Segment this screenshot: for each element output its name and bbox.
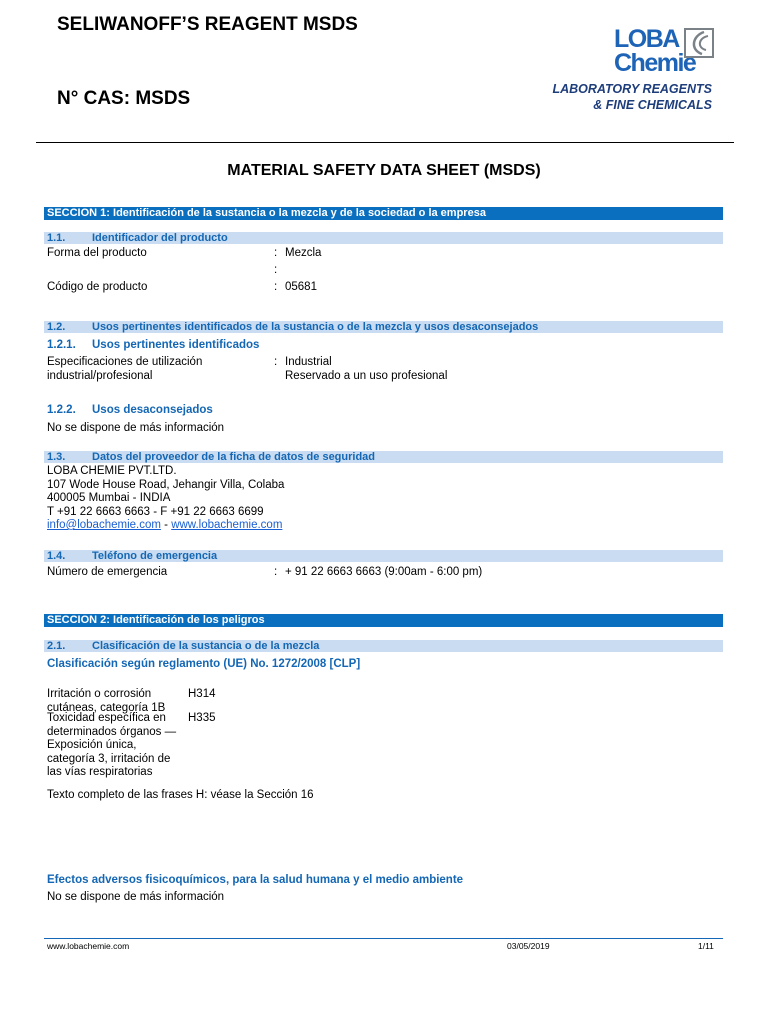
subsection-number: 1.4. xyxy=(47,550,66,562)
subsection-1-3-header xyxy=(44,451,723,463)
hazard-text-line: las vías respiratorias xyxy=(47,766,153,778)
subsection-1-2-2-header xyxy=(47,404,213,416)
colon-separator: : xyxy=(274,281,278,293)
usage-value-line: Reservado a un uso profesional xyxy=(285,369,448,382)
tagline-line-1: LABORATORY REAGENTS xyxy=(552,82,712,96)
subsection-number: 1.2.2. xyxy=(47,404,76,416)
subsection-number: 1.1. xyxy=(47,232,66,244)
usage-label xyxy=(47,356,202,383)
hazard-text-line: Irritación o corrosión xyxy=(47,688,152,700)
section-2-header: SECCION 2: Identificación de los peligros xyxy=(44,614,723,627)
subsection-number: 1.2.1. xyxy=(47,339,76,351)
colon-separator: : xyxy=(274,247,278,259)
link-separator: - xyxy=(160,519,172,531)
adverse-effects-heading: Efectos adversos fisicoquímicos, para la salud humana y el medio ambiente xyxy=(47,874,464,886)
no-info-text: No se dispone de más información xyxy=(47,891,225,903)
tagline-line-2: & FINE CHEMICALS xyxy=(593,98,712,112)
sheet-title: MATERIAL SAFETY DATA SHEET (MSDS) xyxy=(227,162,541,179)
supplier-address-line: 400005 Mumbai - INDIA xyxy=(47,492,171,504)
supplier-contact-links xyxy=(47,519,284,533)
supplier-details xyxy=(47,465,284,533)
hazard-text-line: Exposición única, xyxy=(47,739,137,751)
usage-value xyxy=(285,356,447,383)
footer-page-number: 1/11 xyxy=(698,941,714,951)
hazard-text-line: cutáneas, categoría 1B xyxy=(47,701,166,714)
no-info-text: No se dispone de más información xyxy=(47,422,225,434)
subsection-title: Usos desaconsejados xyxy=(92,404,213,416)
usage-label-line: Especificaciones de utilización xyxy=(47,356,203,368)
subsection-1-1-header xyxy=(44,232,723,244)
footer-website: www.lobachemie.com xyxy=(47,941,130,951)
emergency-number: + 91 22 6663 6663 (9:00am - 6:00 pm) xyxy=(285,566,483,578)
subsection-title: Identificador del producto xyxy=(92,232,228,244)
hazard-class-stot xyxy=(47,712,176,780)
usage-label-line: industrial/profesional xyxy=(47,369,153,382)
footer-divider xyxy=(44,938,723,939)
supplier-address-line: 107 Wode House Road, Jehangir Villa, Colaba xyxy=(47,478,285,491)
hazard-text-line: determinados órganos — xyxy=(47,725,177,738)
document-title: SELIWANOFF’S REAGENT MSDS xyxy=(57,14,358,35)
hazard-code-h314: H314 xyxy=(188,688,216,700)
product-form-value: Mezcla xyxy=(285,247,322,259)
subsection-title: Datos del proveedor de la ficha de datos de seguridad xyxy=(92,451,376,463)
subsection-2-1-header xyxy=(44,640,723,652)
subsection-number: 2.1. xyxy=(47,640,66,652)
subsection-1-2-1-header xyxy=(47,339,259,351)
emergency-label: Número de emergencia xyxy=(47,566,168,578)
hazard-code-h335: H335 xyxy=(188,712,216,724)
subsection-title: Usos pertinentes identificados xyxy=(92,339,260,351)
colon-separator: : xyxy=(274,264,278,276)
supplier-phone: T +91 22 6663 6663 - F +91 22 6663 6699 xyxy=(47,505,264,518)
flask-logo-icon xyxy=(684,28,714,58)
hazard-text-line: categoría 3, irritación de xyxy=(47,752,171,765)
colon-separator: : xyxy=(274,356,278,368)
subsection-title: Clasificación de la sustancia o de la mezcla xyxy=(92,640,320,652)
subsection-number: 1.3. xyxy=(47,451,66,463)
colon-separator: : xyxy=(274,566,278,578)
cas-number: N° CAS: MSDS xyxy=(57,88,191,109)
company-tagline xyxy=(552,81,712,113)
header-divider xyxy=(36,142,734,143)
logo-text-chemie: Chemie xyxy=(614,49,696,77)
website-link[interactable]: www.lobachemie.com xyxy=(171,519,283,531)
hazard-class-skin xyxy=(47,688,165,715)
hazard-text-line: Toxicidad específica en xyxy=(47,712,166,724)
logo-text-loba: LOBA xyxy=(614,25,679,53)
product-code-value: 05681 xyxy=(285,281,317,293)
usage-value-line: Industrial xyxy=(285,356,332,368)
section-1-header: SECCION 1: Identificación de la sustancia o la mezcla y de la sociedad o la empresa xyxy=(44,207,723,220)
product-code-label: Código de producto xyxy=(47,281,148,293)
supplier-name: LOBA CHEMIE PVT.LTD. xyxy=(47,465,177,477)
email-link[interactable]: info@lobachemie.com xyxy=(47,519,161,531)
loba-chemie-logo xyxy=(604,26,724,82)
product-form-label: Forma del producto xyxy=(47,247,147,259)
subsection-title: Usos pertinentes identificados de la sustancia o de la mezcla y usos desaconsejados xyxy=(92,321,539,333)
subsection-title: Teléfono de emergencia xyxy=(92,550,218,562)
subsection-number: 1.2. xyxy=(47,321,66,333)
subsection-1-4-header xyxy=(44,550,723,562)
footer-date: 03/05/2019 xyxy=(507,941,550,951)
subsection-1-2-header xyxy=(44,321,723,333)
h-phrases-note: Texto completo de las frases H: véase la Sección 16 xyxy=(47,789,314,801)
clp-classification-heading: Clasificación según reglamento (UE) No. 1272/2008 [CLP] xyxy=(47,658,361,670)
